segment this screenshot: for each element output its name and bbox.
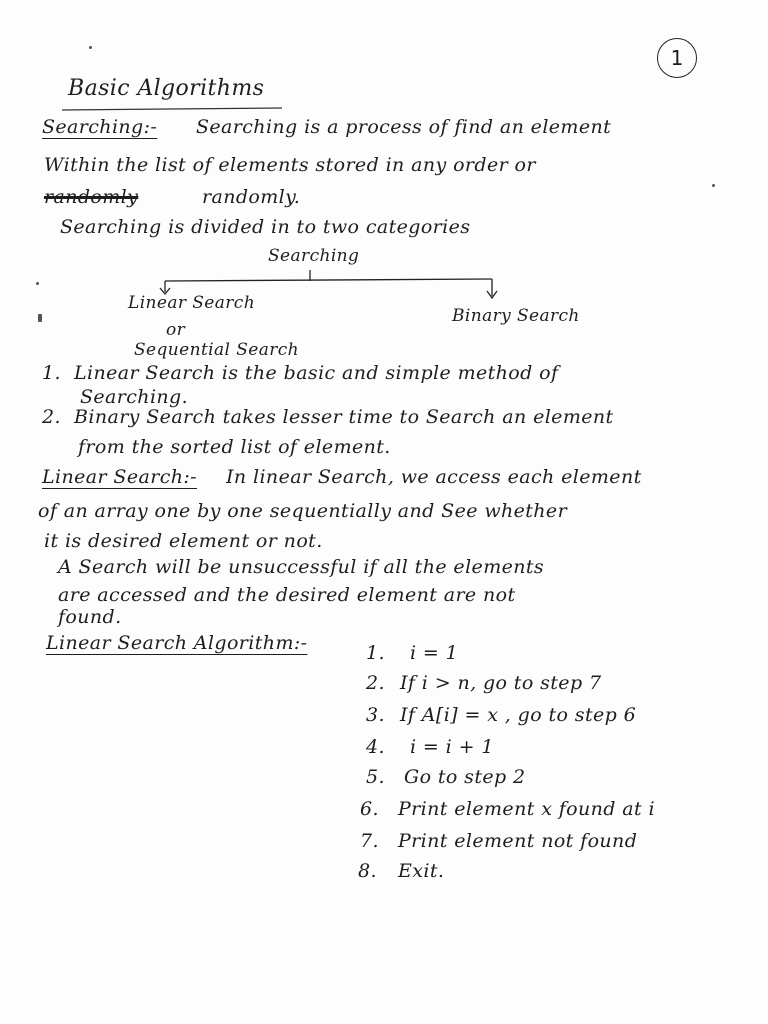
- point-2-line-2: from the sorted list of element.: [78, 436, 391, 458]
- linear-line-6: found.: [58, 606, 122, 628]
- searching-heading: Searching:-: [42, 116, 158, 138]
- step-2-number: 2.: [366, 672, 385, 694]
- step-5-number: 5.: [366, 766, 385, 788]
- step-2-text: If i > n, go to step 7: [400, 672, 602, 694]
- step-7-number: 7.: [360, 830, 379, 852]
- ink-speck: [36, 282, 39, 285]
- tree-right: Binary Search: [452, 306, 580, 326]
- linear-line-4: A Search will be unsuccessful if all the elements: [58, 556, 545, 578]
- tree-root: Searching: [268, 246, 360, 266]
- tree-left-line-2: or: [166, 320, 186, 340]
- point-1-line-1: Linear Search is the basic and simple method of: [74, 362, 559, 384]
- tree-left-line-1: Linear Search: [128, 293, 256, 313]
- intro-line-3: randomly.: [202, 186, 301, 208]
- step-6-text: Print element x found at i: [398, 798, 655, 820]
- algorithm-heading: Linear Search Algorithm:-: [46, 632, 308, 654]
- ink-speck: [38, 314, 42, 322]
- linear-line-2: of an array one by one sequentially and See whether: [38, 500, 568, 522]
- linear-search-heading: Linear Search:-: [42, 466, 197, 488]
- step-1-number: 1.: [366, 642, 385, 664]
- step-3-number: 3.: [366, 704, 385, 726]
- intro-line-2: Within the list of elements stored in any order or: [44, 154, 536, 176]
- step-1-text: i = 1: [410, 642, 459, 664]
- step-5-text: Go to step 2: [404, 766, 526, 788]
- step-6-number: 6.: [360, 798, 379, 820]
- linear-line-5: are accessed and the desired element are not: [58, 584, 516, 606]
- point-2-line-1: Binary Search takes lesser time to Search an element: [74, 406, 614, 428]
- intro-line-4: Searching is divided in to two categories: [60, 216, 471, 238]
- step-4-text: i = i + 1: [410, 736, 494, 758]
- linear-line-3: it is desired element or not.: [44, 530, 323, 552]
- ink-speck: [89, 46, 92, 49]
- point-2-number: 2.: [42, 406, 61, 428]
- step-4-number: 4.: [366, 736, 385, 758]
- step-8-text: Exit.: [398, 860, 445, 882]
- point-1-number: 1.: [42, 362, 61, 384]
- step-7-text: Print element not found: [398, 830, 638, 852]
- ink-speck: [712, 184, 715, 187]
- tree-left-line-3: Sequential Search: [134, 340, 300, 360]
- struck-word: randomly: [44, 186, 139, 208]
- intro-line-1: Searching is a process of find an element: [196, 116, 612, 138]
- step-3-text: If A[i] = x , go to step 6: [400, 704, 637, 726]
- step-8-number: 8.: [358, 860, 377, 882]
- linear-line-1: In linear Search, we access each element: [226, 466, 642, 488]
- page-number: 1: [657, 38, 697, 78]
- point-1-line-2: Searching.: [80, 386, 189, 408]
- page-title: Basic Algorithms: [68, 76, 265, 101]
